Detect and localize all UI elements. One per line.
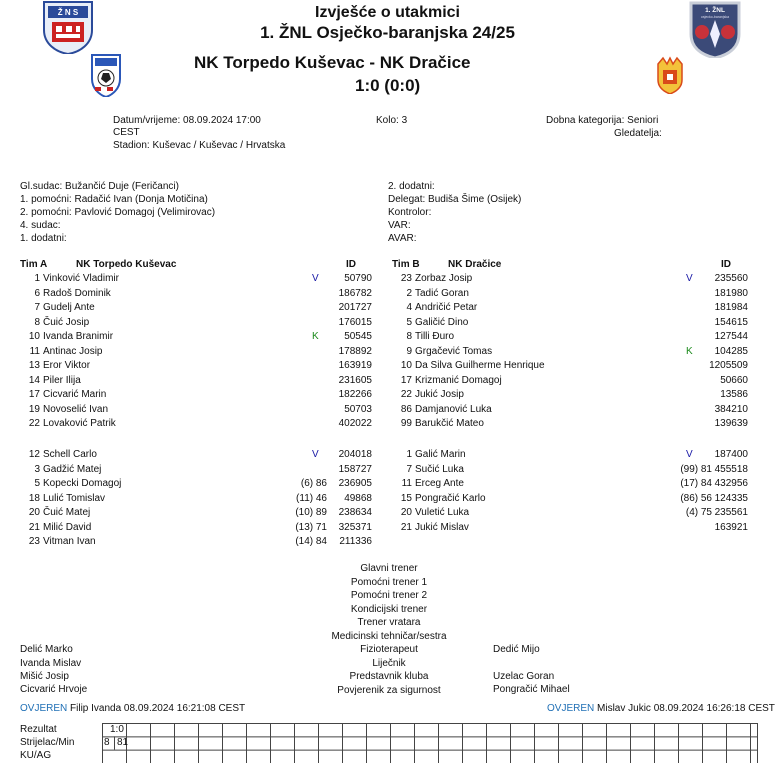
player-row [20, 521, 372, 536]
player-row [392, 272, 758, 287]
player-name: Ivanda Branimir [43, 331, 114, 342]
player-row [392, 521, 758, 536]
player-number: 10 [28, 331, 40, 342]
competition-title: 1. ŽNL Osječko-baranjska 24/25 [260, 23, 515, 42]
player-row [392, 448, 758, 463]
summary-grid-lines [102, 723, 758, 763]
player-number: 8 [34, 316, 40, 328]
player-name: Gudelj Ante [43, 302, 95, 313]
player-id: 163921 [714, 521, 748, 533]
team-b-name: NK Dračice [448, 259, 502, 270]
player-row [20, 403, 372, 418]
age-category: Dobna kategorija: Seniori [546, 115, 659, 126]
player-row [392, 330, 758, 345]
player-number: 10 [400, 360, 412, 371]
player-row [20, 301, 372, 316]
staff-a-name: Ivanda Mislav [20, 658, 82, 669]
player-id: 204018 [338, 449, 372, 460]
player-substitution: (86) 56 [680, 492, 712, 504]
player-row [20, 316, 372, 331]
player-name: Galić Marin [415, 449, 466, 460]
player-number: 19 [28, 403, 40, 415]
player-row [20, 388, 372, 403]
verified-team-a [20, 702, 245, 715]
kuag-label: KU/AG [20, 750, 52, 761]
player-number: 20 [400, 507, 412, 518]
player-name: Pongračić Karlo [415, 492, 486, 504]
player-id: 211336 [339, 536, 372, 547]
player-number: 86 [400, 403, 412, 415]
player-id: 186782 [338, 287, 372, 299]
player-number: 22 [400, 389, 412, 400]
player-id: 50790 [344, 273, 372, 284]
summary-grid [102, 723, 758, 763]
player-name: Gadžić Matej [43, 463, 102, 475]
player-number: 14 [28, 374, 40, 386]
team-b-label: Tim B [392, 259, 420, 270]
player-id: 231605 [338, 374, 372, 386]
player-id: 235561 [714, 507, 748, 518]
player-row [20, 345, 372, 360]
player-id: 432956 [714, 478, 748, 489]
player-role-mark: V [686, 449, 693, 460]
staff-role: Pomoćni trener 2 [350, 590, 428, 601]
staff-role: Povjerenik za sigurnost [337, 684, 441, 696]
official-line: 1. dodatni: [20, 233, 67, 244]
svg-text:osjecko-baranjska: osjecko-baranjska [700, 15, 730, 19]
player-name: Tadić Goran [415, 287, 469, 299]
player-id: 182266 [338, 389, 372, 400]
player-name: Kopecki Domagoj [43, 478, 122, 489]
player-number: 18 [28, 492, 40, 504]
result-label: Rezultat [20, 724, 57, 735]
official-line: 4. sudac: [20, 220, 61, 231]
player-id: 384210 [714, 403, 748, 415]
player-role-mark: K [312, 331, 319, 342]
player-name: Grgačević Tomas [415, 345, 493, 357]
player-id: 236905 [338, 478, 372, 489]
staff-role: Medicinski tehničar/sestra [331, 630, 447, 642]
staff-a-name: Mišić Josip [20, 671, 69, 682]
player-number: 12 [28, 449, 40, 460]
match-round: Kolo: 3 [376, 115, 408, 126]
player-id: 124335 [714, 492, 748, 504]
official-line: AVAR: [388, 233, 417, 244]
staff-role: Kondicijski trener [350, 603, 428, 615]
match-title: NK Torpedo Kuševac - NK Dračice [194, 53, 471, 72]
player-id: 158727 [338, 463, 372, 475]
player-id: 127544 [714, 331, 748, 342]
player-id: 201727 [338, 302, 372, 313]
player-row [392, 492, 758, 507]
player-number: 21 [400, 521, 412, 533]
player-id: 50545 [344, 331, 372, 342]
player-name: Čuić Matej [43, 507, 91, 518]
player-name: Erceg Ante [415, 478, 464, 489]
scorer-label: Strijelac/Min [20, 737, 75, 748]
player-row [392, 403, 758, 418]
official-line: Gl.sudac: Bužančić Duje (Feričanci) [20, 181, 179, 192]
verified-detail: Filip Ivanda 08.09.2024 16:21:08 CEST [70, 703, 246, 714]
player-row [20, 272, 372, 287]
player-row [392, 417, 758, 432]
player-row [20, 330, 372, 345]
player-row [392, 301, 758, 316]
player-row [392, 463, 758, 478]
player-substitution: (99) 81 [680, 463, 712, 475]
official-line: VAR: [388, 220, 411, 231]
player-number: 3 [34, 463, 40, 475]
player-name: Jukić Mislav [415, 521, 469, 533]
player-id: 181980 [714, 287, 748, 299]
player-id: 455518 [714, 463, 748, 475]
player-row [20, 417, 372, 432]
player-id: 49868 [344, 492, 372, 504]
player-name: Krizmanić Domagoj [415, 374, 502, 386]
player-row [20, 463, 372, 478]
player-number: 22 [28, 418, 40, 429]
player-substitution: (13) 71 [295, 521, 327, 533]
player-row [20, 287, 372, 302]
player-name: Tilli Đuro [415, 331, 455, 342]
staff-b-name: Uzelac Goran [493, 671, 555, 682]
player-name: Piler Ilija [43, 374, 81, 386]
result-value: 1:0 [110, 724, 124, 735]
player-number: 21 [28, 521, 40, 533]
player-name: Jukić Josip [415, 389, 464, 400]
player-number: 1 [34, 273, 40, 284]
team-b-id-header: ID [721, 259, 731, 270]
player-name: Galičić Dino [415, 316, 469, 328]
player-row [20, 492, 372, 507]
player-id: 325371 [338, 521, 372, 533]
player-number: 99 [400, 418, 412, 429]
player-number: 5 [34, 478, 40, 489]
scorer-number: 8 [104, 737, 110, 748]
player-id: 154615 [714, 316, 748, 328]
player-name: Da Silva Guilherme Henrique [415, 360, 545, 371]
player-number: 5 [406, 316, 412, 328]
player-row [20, 506, 372, 521]
staff-role: Fizioterapeut [360, 644, 418, 655]
staff-b-name: Dedić Mijo [493, 644, 540, 655]
player-number: 23 [400, 273, 412, 284]
player-id: 13586 [720, 389, 748, 400]
player-number: 13 [28, 360, 40, 371]
spectators: Gledatelja: [614, 128, 662, 139]
player-id: 181984 [714, 302, 748, 313]
player-name: Vinković Vladimir [43, 273, 119, 284]
player-id: 235560 [714, 273, 748, 284]
player-row [392, 359, 758, 374]
player-substitution: (14) 84 [295, 536, 327, 547]
player-row [20, 359, 372, 374]
player-number: 15 [400, 492, 412, 504]
player-name: Eror Viktor [43, 360, 91, 371]
official-line: Kontrolor: [388, 207, 432, 218]
player-row [392, 506, 758, 521]
staff-a-name: Cicvarić Hrvoje [20, 684, 88, 695]
player-name: Čuić Josip [43, 316, 90, 328]
svg-text:Ž N S: Ž N S [57, 8, 79, 17]
staff-role: Liječnik [372, 657, 406, 669]
player-name: Damjanović Luka [415, 403, 492, 415]
svg-text:1. ŽNL: 1. ŽNL [705, 7, 725, 14]
match-stadium: Stadion: Kuševac / Kuševac / Hrvatska [113, 140, 286, 151]
player-id: 238634 [338, 507, 372, 518]
verified-detail: Mislav Jukic 08.09.2024 16:26:18 CEST [597, 703, 775, 714]
player-row [392, 345, 758, 360]
player-number: 11 [29, 345, 40, 357]
player-row [20, 477, 372, 492]
player-substitution: (6) 86 [300, 478, 327, 489]
staff-role: Glavni trener [360, 563, 418, 574]
player-row [392, 388, 758, 403]
official-line: 2. dodatni: [388, 181, 435, 192]
player-row [20, 535, 372, 550]
report-title: Izvješće o utakmici [315, 4, 460, 21]
player-number: 2 [406, 287, 412, 299]
verified-status: OVJEREN [20, 703, 68, 714]
player-number: 17 [400, 374, 412, 386]
scorer-minute: 81 [117, 737, 129, 748]
player-id: 104285 [714, 345, 748, 357]
player-id: 178892 [338, 345, 372, 357]
player-name: Andričić Petar [415, 302, 478, 313]
team-a-id-header: ID [346, 259, 356, 270]
player-name: Lulić Tomislav [43, 492, 106, 504]
player-id: 176015 [338, 316, 372, 328]
player-number: 9 [406, 345, 412, 357]
player-role-mark: K [686, 345, 693, 357]
player-id: 139639 [714, 418, 748, 429]
away-club-logo [655, 56, 685, 94]
player-substitution: (10) 89 [295, 507, 327, 518]
staff-role: Predstavnik kluba [349, 671, 429, 682]
player-role-mark: V [686, 273, 693, 284]
player-row [392, 316, 758, 331]
verified-status: OVJEREN [547, 703, 595, 714]
player-number: 17 [28, 389, 40, 400]
verified-team-b [547, 702, 775, 715]
player-substitution: (11) 46 [296, 492, 327, 504]
team-a-name: NK Torpedo Kuševac [76, 259, 177, 270]
player-row [392, 374, 758, 389]
player-number: 20 [28, 507, 40, 518]
match-datetime: Datum/vrijeme: 08.09.2024 17:00 [113, 115, 261, 126]
staff-role: Pomoćni trener 1 [350, 576, 428, 588]
player-number: 4 [406, 302, 412, 313]
player-row [20, 374, 372, 389]
player-name: Cicvarić Marin [43, 389, 107, 400]
player-number: 23 [28, 536, 40, 547]
player-name: Zorbaz Josip [415, 273, 473, 284]
player-id: 402022 [338, 418, 372, 429]
player-role-mark: V [312, 449, 319, 460]
player-name: Milić David [43, 521, 92, 533]
player-name: Lovaković Patrik [43, 418, 116, 429]
player-name: Schell Carlo [43, 449, 97, 460]
player-name: Sučić Luka [415, 463, 464, 475]
staff-role: Trener vratara [357, 617, 421, 628]
player-id: 50660 [720, 374, 748, 386]
staff-b-name: Pongračić Mihael [493, 684, 570, 695]
player-name: Antinac Josip [43, 345, 103, 357]
match-score: 1:0 (0:0) [355, 76, 421, 95]
player-row [392, 477, 758, 492]
home-club-logo [90, 53, 122, 97]
player-id: 163919 [338, 360, 372, 371]
match-timezone: CEST [113, 127, 140, 138]
official-line: 2. pomoćni: Pavlović Domagoj (Velimirovac) [20, 207, 216, 218]
player-number: 8 [406, 331, 412, 342]
official-line: 1. pomoćni: Radačić Ivan (Donja Motičina) [20, 194, 208, 205]
player-id: 50703 [344, 403, 372, 415]
player-name: Barukčić Mateo [415, 418, 484, 429]
team-a-label: Tim A [20, 259, 48, 270]
player-number: 11 [401, 478, 412, 489]
player-name: Vitman Ivan [43, 536, 96, 547]
player-name: Vuletić Luka [415, 507, 470, 518]
player-name: Radoš Dominik [43, 287, 111, 299]
player-number: 7 [406, 463, 412, 475]
player-name: Novoselić Ivan [43, 403, 109, 415]
official-line: Delegat: Budiša Šime (Osijek) [388, 194, 522, 205]
player-substitution: (17) 84 [680, 478, 712, 489]
player-id: 1205509 [709, 360, 748, 371]
player-number: 6 [34, 287, 40, 299]
player-substitution: (4) 75 [685, 507, 712, 518]
staff-a-name: Delić Marko [20, 644, 73, 655]
player-number: 1 [406, 449, 412, 460]
player-row [20, 448, 372, 463]
player-id: 187400 [714, 449, 748, 460]
player-number: 7 [34, 302, 40, 313]
player-row [392, 287, 758, 302]
player-role-mark: V [312, 273, 319, 284]
